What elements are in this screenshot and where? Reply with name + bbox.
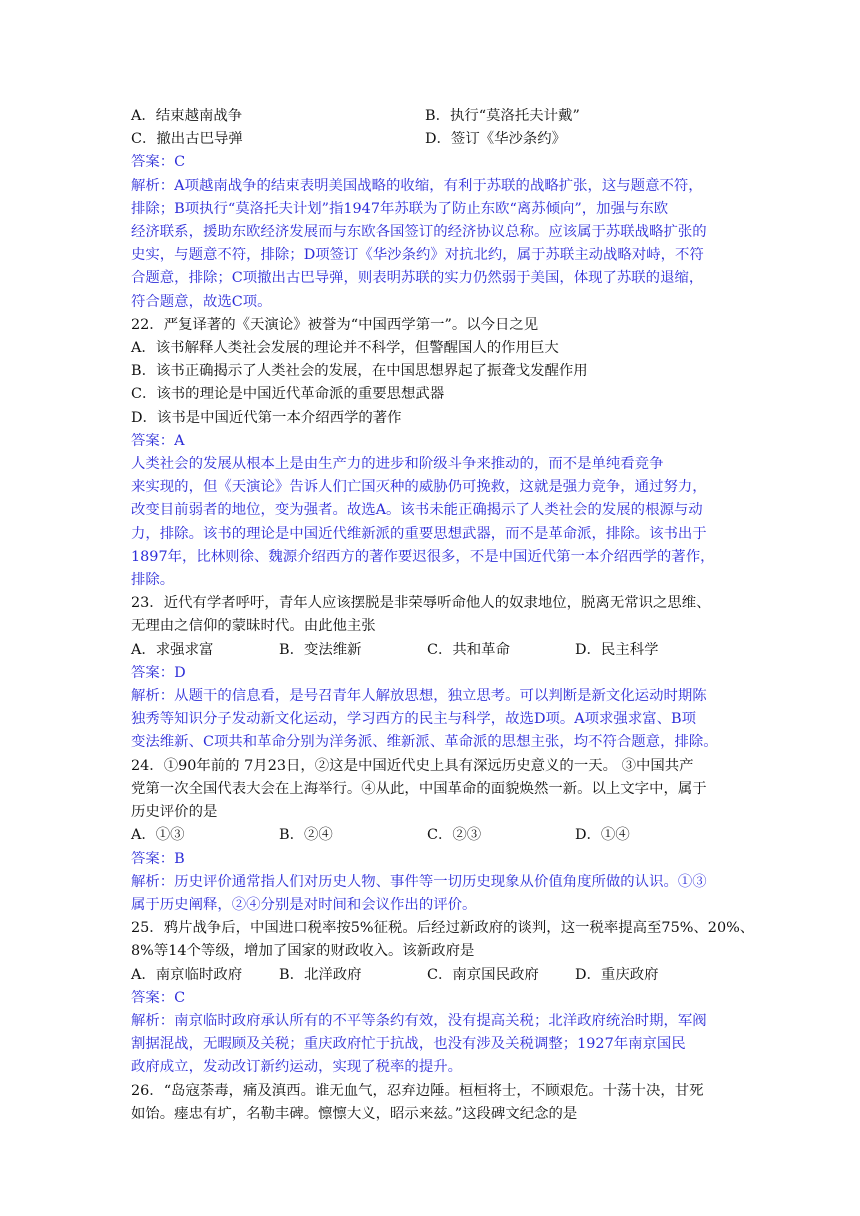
analysis-line: 独秀等知识分子发动新文化运动，学习西方的民主与科学，故选D项。A项求强求富、B项 — [131, 711, 696, 728]
analysis-line: 力，排除。该书的理论是中国近代维新派的重要思想武器，而不是革命派，排除。该书出于 — [131, 525, 707, 542]
analysis-line: 排除。 — [131, 572, 175, 589]
question-stem: 23．近代有学者呼吁，青年人应该摆脱是非荣辱听命他人的奴隶地位，脱离无常识之思维、 — [131, 595, 711, 612]
question-stem: 26．“岛寇荼毒，痛及滇西。谁无血气，忍弃边陲。桓桓将士，不顾艰危。十荡十决，甘死 — [131, 1082, 704, 1099]
option-d: D．重庆政府 — [575, 966, 659, 983]
question-26 — [131, 1080, 731, 1126]
answer-line: 答案：C — [131, 154, 186, 171]
option-b: B．变法维新 — [279, 641, 362, 658]
option-d: D．该书是中国近代第一本介绍西学的著作 — [131, 409, 402, 426]
option-row — [131, 964, 731, 987]
question-stem: 25．鸦片战争后，中国进口税率按5%征税。后经过新政府的谈判，这一税率提高至75%、20%、 — [131, 920, 755, 937]
option-c: C．共和革命 — [427, 641, 510, 658]
question-stem: 党第一次全国代表大会在上海举行。④从此，中国革命的面貌焕然一新。以上文字中，属于 — [131, 780, 707, 797]
question-stem: 22．严复译著的《天演论》被誉为“中国西学第一”。以今日之见 — [131, 316, 539, 333]
answer-line: 答案：C — [131, 989, 186, 1006]
question-21 — [131, 105, 731, 314]
analysis-line: 合题意，排除；C项撤出古巴导弹，则表明苏联的实力仍然弱于美国，体现了苏联的退缩， — [131, 270, 704, 287]
option-c: C．该书的理论是中国近代革命派的重要思想武器 — [131, 386, 445, 403]
option-a: A．南京临时政府 — [131, 966, 243, 983]
option-c: C．②③ — [427, 827, 482, 844]
analysis-block — [131, 453, 731, 592]
question-23 — [131, 592, 731, 754]
option-a: A．结束越南战争 — [131, 108, 243, 124]
option-c: C．南京国民政府 — [427, 966, 539, 983]
option-b: B．北洋政府 — [279, 966, 362, 983]
exam-content — [131, 105, 755, 1126]
analysis-line: 解析：从题干的信息看，是号召青年人解放思想，独立思考。可以判断是新文化运动时期陈 — [131, 688, 707, 705]
analysis-line: 来实现的，但《天演论》告诉人们亡国灭种的威胁仍可挽救，这就是强力竞争，通过努力， — [131, 479, 707, 496]
analysis-line: 人类社会的发展从根本上是由生产力的进步和阶级斗争来推动的，而不是单纯看竞争 — [131, 456, 664, 473]
answer-line: 答案：A — [131, 432, 185, 449]
analysis-line: 政府成立，发动改订新约运动，实现了税率的提升。 — [131, 1059, 462, 1076]
option-row — [131, 128, 731, 151]
analysis-line: 改变目前弱者的地位，变为强者。故选A。该书未能正确揭示了人类社会的发展的根源与动 — [131, 502, 703, 519]
option-row — [131, 824, 731, 847]
option-a: A．①③ — [131, 827, 185, 844]
analysis-line: 经济联系，援助东欧经济发展而与东欧各国签订的经济协议总称。应该属于苏联战略扩张的 — [131, 224, 707, 241]
analysis-line: 割据混战，无暇顾及关税；重庆政府忙于抗战，也没有涉及关税调整；1927年南京国民 — [131, 1036, 686, 1053]
analysis-line: 变法维新、C项共和革命分别为洋务派、维新派、革命派的思想主张，均不符合题意，排除。 — [131, 734, 718, 751]
option-b: B．该书正确揭示了人类社会的发展，在中国思想界起了振聋戈发醒作用 — [131, 363, 588, 380]
option-a: A．该书解释人类社会发展的理论并不科学，但警醒国人的作用巨大 — [131, 340, 559, 357]
question-stem: 无理由之信仰的蒙昧时代。由此他主张 — [131, 618, 376, 635]
option-row — [131, 105, 731, 128]
analysis-block — [131, 871, 731, 917]
analysis-line: 解析：历史评价通常指人们对历史人物、事件等一切历史现象从价值角度所做的认识。①③ — [131, 873, 707, 890]
option-c: C．撤出古巴导弹 — [131, 131, 243, 148]
question-stem: 8%等14个等级，增加了国家的财政收入。该新政府是 — [131, 943, 475, 960]
analysis-line: 1897年，比林则徐、魏源介绍西方的著作要迟很多，不是中国近代第一本介绍西学的著作， — [131, 548, 715, 565]
answer-line: 答案：B — [131, 850, 185, 867]
option-b: B．执行“莫洛托夫计戴” — [425, 108, 580, 124]
analysis-line: 属于历史阐释，②④分别是对时间和会议作出的评价。 — [131, 896, 477, 913]
question-stem: 历史评价的是 — [131, 804, 218, 821]
question-stem: 如饴。瘗忠有圹，名勒丰碑。懔懔大义，昭示来兹。”这段碑文纪念的是 — [131, 1105, 578, 1122]
analysis-block — [131, 175, 731, 314]
analysis-line: 符合题意，故选C项。 — [131, 293, 272, 310]
option-row — [131, 639, 731, 662]
question-stem: 24．①90年前的 7月23日，②这是中国近代史上具有深远历史意义的一天。 ③中国共产 — [131, 757, 694, 774]
analysis-line: 解析：A项越南战争的结束表明美国战略的收缩，有利于苏联的战略扩张，这与题意不符， — [131, 177, 703, 194]
answer-line: 答案：D — [131, 664, 186, 681]
question-22 — [131, 314, 731, 592]
question-24 — [131, 755, 731, 917]
analysis-line: 解析：南京临时政府承认所有的不平等条约有效，没有提高关税；北洋政府统治时期，军阀 — [131, 1012, 707, 1029]
question-25 — [131, 917, 755, 1079]
analysis-block — [131, 1010, 731, 1080]
analysis-line: 史实，与题意不符，排除；D项签订《华沙条约》对抗北约，属于苏联主动战略对峙，不符 — [131, 247, 704, 264]
option-d: D．①④ — [575, 827, 630, 844]
option-d: D．签订《华沙条约》 — [425, 131, 567, 148]
option-d: D．民主科学 — [575, 641, 659, 658]
option-a: A．求强求富 — [131, 641, 214, 658]
analysis-line: 排除；B项执行“莫洛托夫计划”指1947年苏联为了防止东欧“离苏倾向”，加强与东欧 — [131, 200, 669, 217]
analysis-block — [131, 685, 731, 755]
option-b: B．②④ — [279, 827, 333, 844]
